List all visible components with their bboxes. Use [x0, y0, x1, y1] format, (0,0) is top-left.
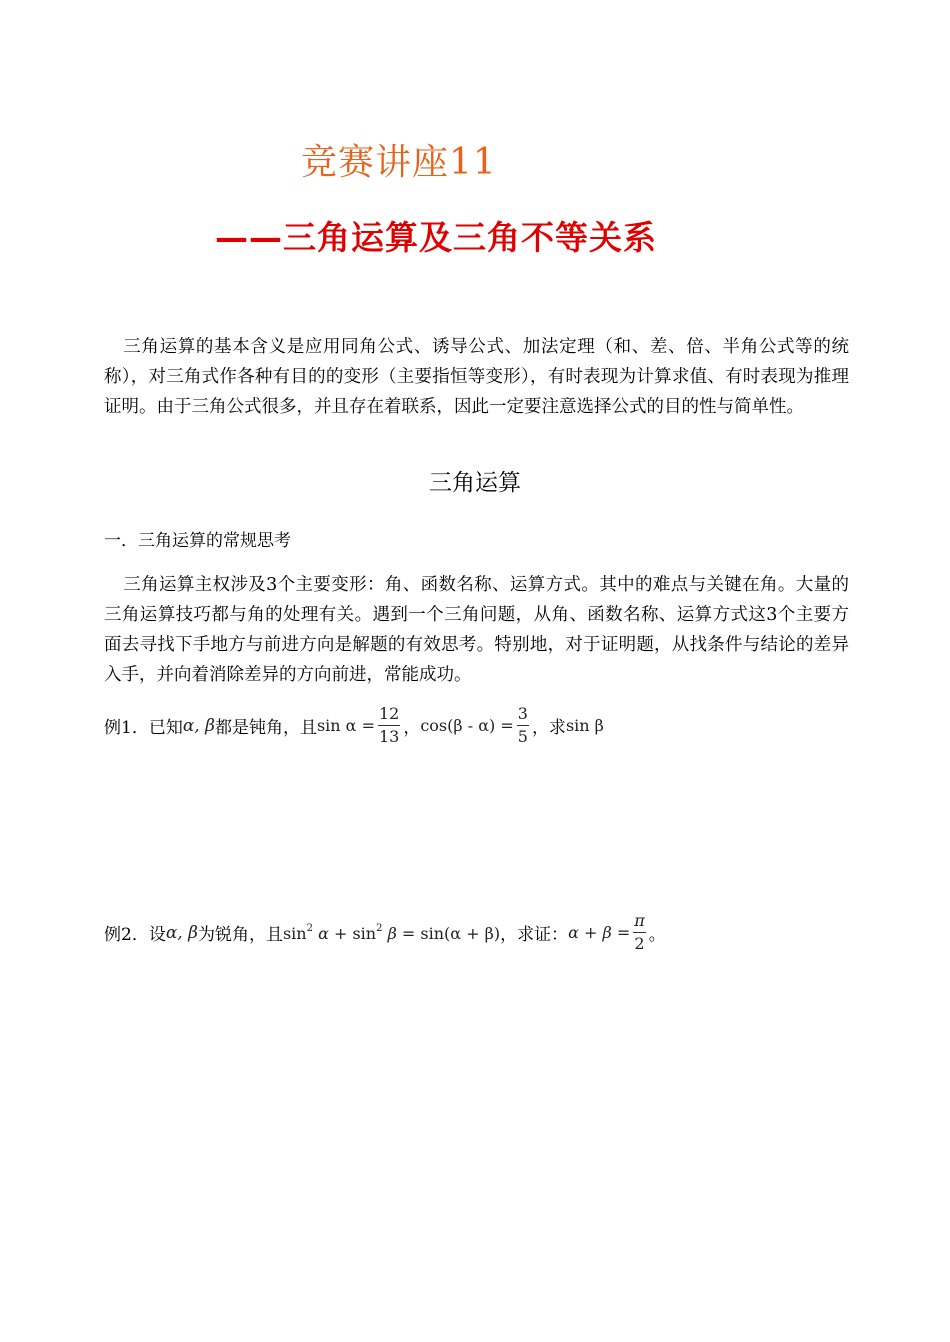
fraction-pi-numerator: π	[633, 910, 646, 933]
example-2-text1: 为锐角，且	[197, 925, 283, 945]
example-1-label: 例1．已知	[104, 718, 183, 738]
example-1-cos-expr: cos(β - α) =	[420, 716, 514, 735]
example-2-goal: α + β =	[568, 923, 631, 942]
subsection-heading: 一．三角运算的常规思考	[104, 531, 291, 551]
example-1-text2: ，求	[531, 718, 566, 738]
lecture-title: 竞赛讲座11	[301, 142, 497, 183]
body-text: 三角运算主权涉及3个主要变形：角、函数名称、运算方式。其中的难点与关键在角。大量的三角运算技巧都与角的处理有关。遇到一个三角问题，从角、函数名称、运算方式这3个主要方面去寻找下手地方与前进方向是解题的有效思考。特别地，对于证明题，从找条件与结论的差异入手，并向着消除差异的方向前进，常能成功。	[104, 575, 849, 685]
example-1-fraction-2	[517, 703, 529, 748]
fraction-2-denominator: 5	[517, 727, 528, 746]
example-1	[104, 703, 604, 748]
example-2-equation	[283, 923, 500, 943]
example-2-fraction	[633, 910, 646, 955]
example-2-text2: ，求证：	[500, 925, 569, 945]
example-1-comma: ，	[403, 718, 421, 738]
eq-right: = sin(α + β)	[396, 923, 501, 943]
example-2	[104, 910, 666, 955]
example-1-fraction-1	[378, 703, 400, 748]
fraction-1-denominator: 13	[378, 727, 400, 746]
fraction-pi-denominator: 2	[634, 934, 645, 953]
example-2-label: 例2．设	[104, 925, 166, 945]
example-1-text1: 都是钝角，且	[214, 718, 317, 738]
intro-text: 三角运算的基本含义是应用同角公式、诱导公式、加法定理（和、差、倍、半角公式等的统称），对三角式作各种有目的的变形（主要指恒等变形），有时表现为计算求值、有时表现为推理证明。由于三角公式很多，并且存在着联系，因此一定要注意选择公式的目的性与简单性。	[104, 337, 849, 417]
example-2-end: 。	[648, 925, 666, 945]
fraction-1-numerator: 12	[378, 703, 400, 726]
intro-paragraph	[104, 332, 849, 422]
body-paragraph	[104, 570, 849, 690]
section-title: 三角运算	[429, 470, 521, 496]
lecture-subtitle: ——三角运算及三角不等关系	[215, 218, 657, 257]
example-2-vars: α, β	[165, 922, 198, 943]
eq-plus-sin: + sin	[328, 923, 377, 943]
example-1-sin-alpha: sin α =	[316, 716, 375, 735]
eq-beta: β	[387, 923, 397, 943]
fraction-2-numerator: 3	[517, 703, 529, 726]
example-1-vars: α, β	[182, 715, 215, 736]
eq-exp-1: 2	[306, 922, 313, 934]
eq-alpha: α	[318, 923, 329, 943]
example-1-sin-beta: sin β	[565, 716, 604, 735]
eq-sin-1: sin	[282, 923, 307, 943]
eq-exp-2: 2	[376, 922, 383, 934]
